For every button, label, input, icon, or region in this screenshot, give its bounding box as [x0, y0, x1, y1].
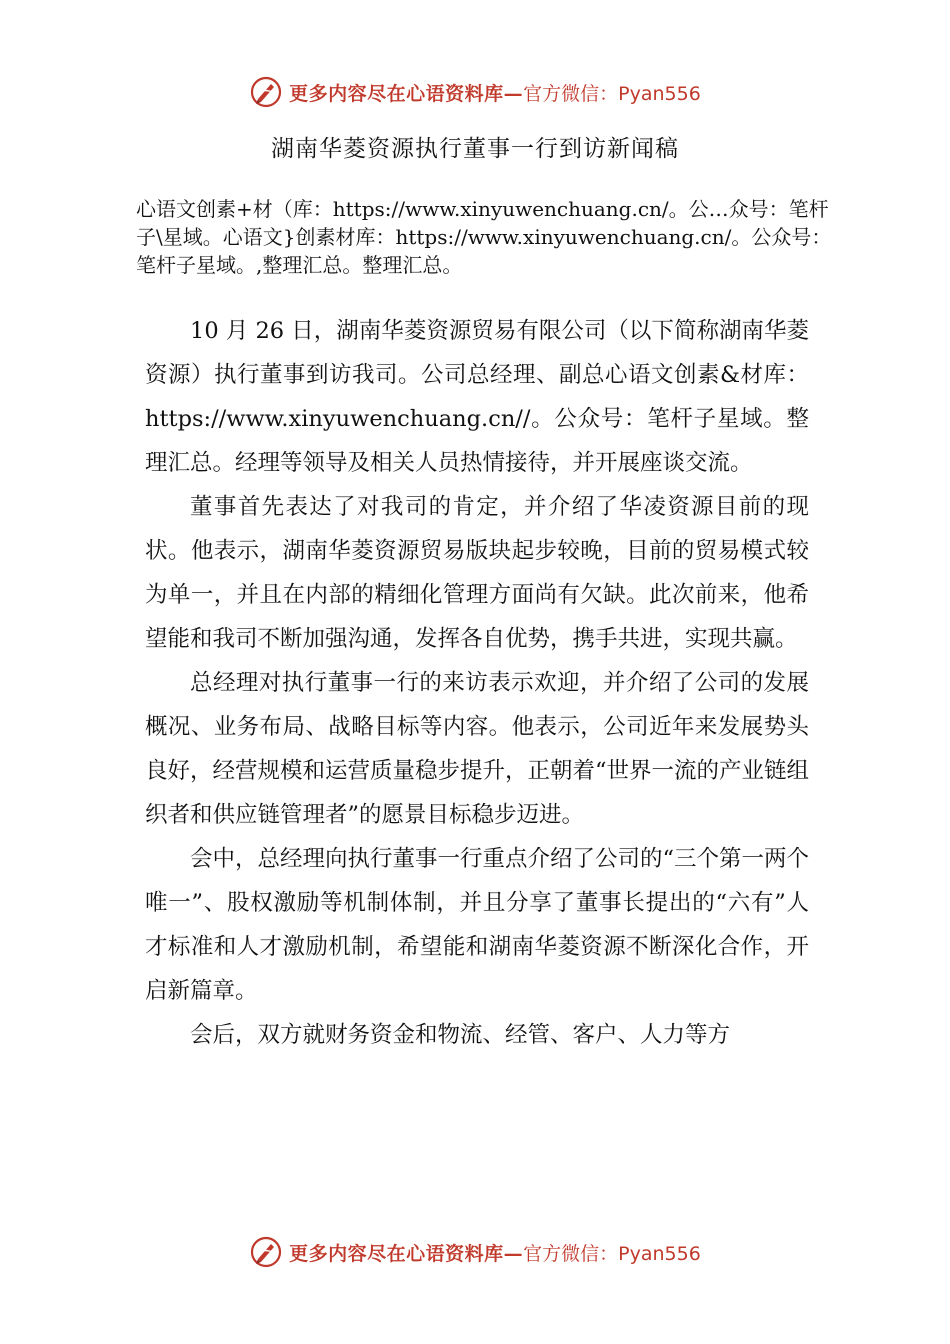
banner-text: 更多内容尽在心语资料库— — [289, 82, 524, 105]
banner-wechat: 官方微信：Pyan556 — [523, 82, 701, 105]
document-title: 湖南华菱资源执行董事一行到访新闻稿 — [271, 136, 679, 162]
article-body — [145, 309, 809, 1057]
pen-logo-icon — [249, 75, 283, 109]
footer-banner — [0, 1232, 950, 1272]
header-banner — [0, 72, 950, 112]
paragraph: 总经理对执行董事一行的来访表示欢迎，并介绍了公司的发展概况、业务布局、战略目标等内容。他表示，公司近年来发展势头良好，经营规模和运营质量稳步提升，正朝着“世界一流的产业链组织者和供应链管理者”的愿景目标稳步迈进。 — [145, 670, 810, 828]
paragraph: 董事首先表达了对我司的肯定，并介绍了华凌资源目前的现状。他表示，湖南华菱资源贸易版块起步较晚，目前的贸易模式较为单一，并且在内部的精细化管理方面尚有欠缺。此次前来，他希望能和我司不断加强沟通，发挥各自优势，携手共进，实现共赢。 — [145, 494, 809, 652]
paragraph: 会中，总经理向执行董事一行重点介绍了公司的“三个第一两个唯一”、股权激励等机制体制，并且分享了董事长提出的“六有”人才标准和人才激励机制，希望能和湖南华菱资源不断深化合作，开启新篇章。 — [145, 846, 810, 1004]
paragraph: 10 月 26 日，湖南华菱资源贸易有限公司（以下简称湖南华菱资源）执行董事到访我司。公司总经理、副总心语文创素&材库：https://www.xinyuwenchuang.cn//。公众号：笔杆子星域。整理汇总。经理等领导及相关人员热情接待，并开展座谈交流。 — [145, 318, 809, 476]
pen-logo-icon — [249, 1235, 283, 1269]
paragraph: 会后，双方就财务资金和物流、经管、客户、人力等方 — [190, 1022, 731, 1048]
source-notice: 心语文创素+材（库：https://www.xinyuwenchuang.cn/。公…众号：笔杆子\星域。心语文}创素材库：https://www.xinyuwenchuang.cn/。公众号：笔杆子星域。,整理汇总。整理汇总。 — [136, 197, 832, 277]
banner-wechat: 官方微信：Pyan556 — [523, 1242, 701, 1265]
banner-text: 更多内容尽在心语资料库— — [289, 1242, 524, 1265]
